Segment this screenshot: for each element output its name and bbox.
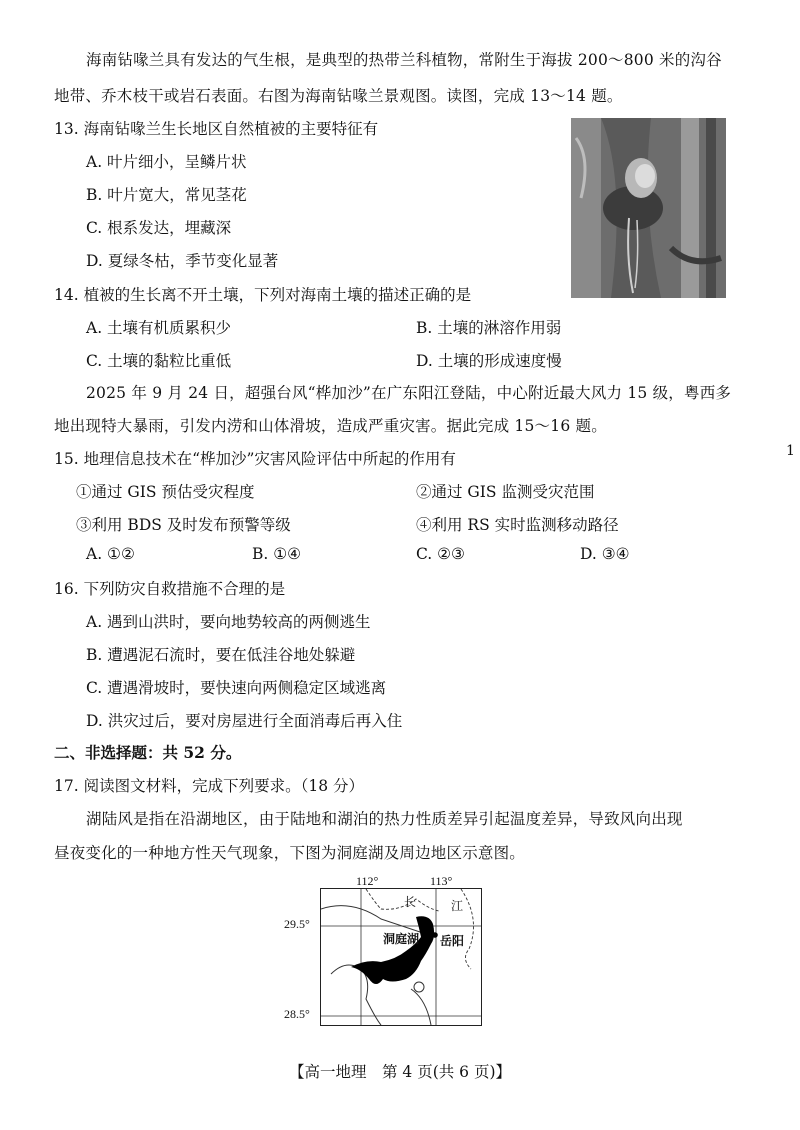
intro2-line-1: 2025 年 9 月 24 日，超强台风“桦加沙”在广东阳江登陆，中心附近最大风力 15 级，粤西多 <box>86 384 732 402</box>
map-city-label: 岳阳 <box>440 934 465 948</box>
q13-option-d: D. 夏绿冬枯，季节变化显著 <box>86 252 279 270</box>
q17-stem: 17. 阅读图文材料，完成下列要求。（18 分） <box>54 777 364 795</box>
q15-option-c: C. ②③ <box>416 545 465 563</box>
q15-option-b: B. ①④ <box>252 545 302 563</box>
orchid-photo <box>571 118 726 298</box>
q16-option-d: D. 洪灾过后，要对房屋进行全面消毒后再入住 <box>86 712 403 730</box>
q15-stem: 15. 地理信息技术在“桦加沙”灾害风险评估中所起的作用有 <box>54 450 456 468</box>
side-number: 1 <box>786 443 795 459</box>
q14-option-a: A. 土壤有机质累积少 <box>86 319 232 337</box>
map-lon-113: 113° <box>430 874 453 888</box>
q14-stem: 14. 植被的生长离不开土壤，下列对海南土壤的描述正确的是 <box>54 286 472 304</box>
map-lake-label: 洞庭湖 <box>383 932 420 946</box>
intro-line-2: 地带、乔木枝干或岩石表面。右图为海南钻喙兰景观图。读图，完成 13～14 题。 <box>54 87 623 105</box>
q15-item-4: ④利用 RS 实时监测移动路径 <box>416 516 619 534</box>
map-lat-28-5: 28.5° <box>284 1007 310 1021</box>
map-river-char-2: 江 <box>451 899 464 913</box>
q15-option-a: A. ①② <box>86 545 135 563</box>
map-lat-29-5: 29.5° <box>284 917 310 931</box>
section-heading: 二、非选择题：共 52 分。 <box>54 743 242 762</box>
intro2-line-2: 地出现特大暴雨，引发内涝和山体滑坡，造成严重灾害。据此完成 15～16 题。 <box>54 417 607 435</box>
q16-stem: 16. 下列防灾自救措施不合理的是 <box>54 580 286 598</box>
q14-option-d: D. 土壤的形成速度慢 <box>416 352 562 370</box>
q15-option-d: D. ③④ <box>580 545 630 563</box>
q13-stem: 13. 海南钻喙兰生长地区自然植被的主要特征有 <box>54 120 379 138</box>
q13-option-c: C. 根系发达，埋藏深 <box>86 219 232 237</box>
q13-option-b: B. 叶片宽大，常见茎花 <box>86 186 247 204</box>
q16-option-c: C. 遭遇滑坡时，要快速向两侧稳定区域逃离 <box>86 679 387 697</box>
page-footer: 【高一地理 第 4 页(共 6 页)】 <box>288 1063 512 1081</box>
q16-option-a: A. 遇到山洪时，要向地势较高的两侧逃生 <box>86 613 371 631</box>
q16-option-b: B. 遭遇泥石流时，要在低洼谷地处躲避 <box>86 646 356 664</box>
map-river-char-1: 长 <box>404 895 417 909</box>
q15-item-1: ①通过 GIS 预估受灾程度 <box>76 483 255 501</box>
q14-option-b: B. 土壤的淋溶作用弱 <box>416 319 562 337</box>
q13-option-a: A. 叶片细小，呈鳞片状 <box>86 153 247 171</box>
q17-paragraph-line-1: 湖陆风是指在沿湖地区，由于陆地和湖泊的热力性质差异引起温度差异，导致风向出现 <box>86 810 683 828</box>
intro-line-1: 海南钻喙兰具有发达的气生根，是典型的热带兰科植物，常附生于海拔 200～800 米的沟谷 <box>86 51 722 69</box>
map-lon-112: 112° <box>356 874 379 888</box>
q17-paragraph-line-2: 昼夜变化的一种地方性天气现象，下图为洞庭湖及周边地区示意图。 <box>54 844 526 862</box>
q15-item-3: ③利用 BDS 及时发布预警等级 <box>76 516 291 534</box>
q15-item-2: ②通过 GIS 监测受灾范围 <box>416 483 595 501</box>
q14-option-c: C. 土壤的黏粒比重低 <box>86 352 232 370</box>
